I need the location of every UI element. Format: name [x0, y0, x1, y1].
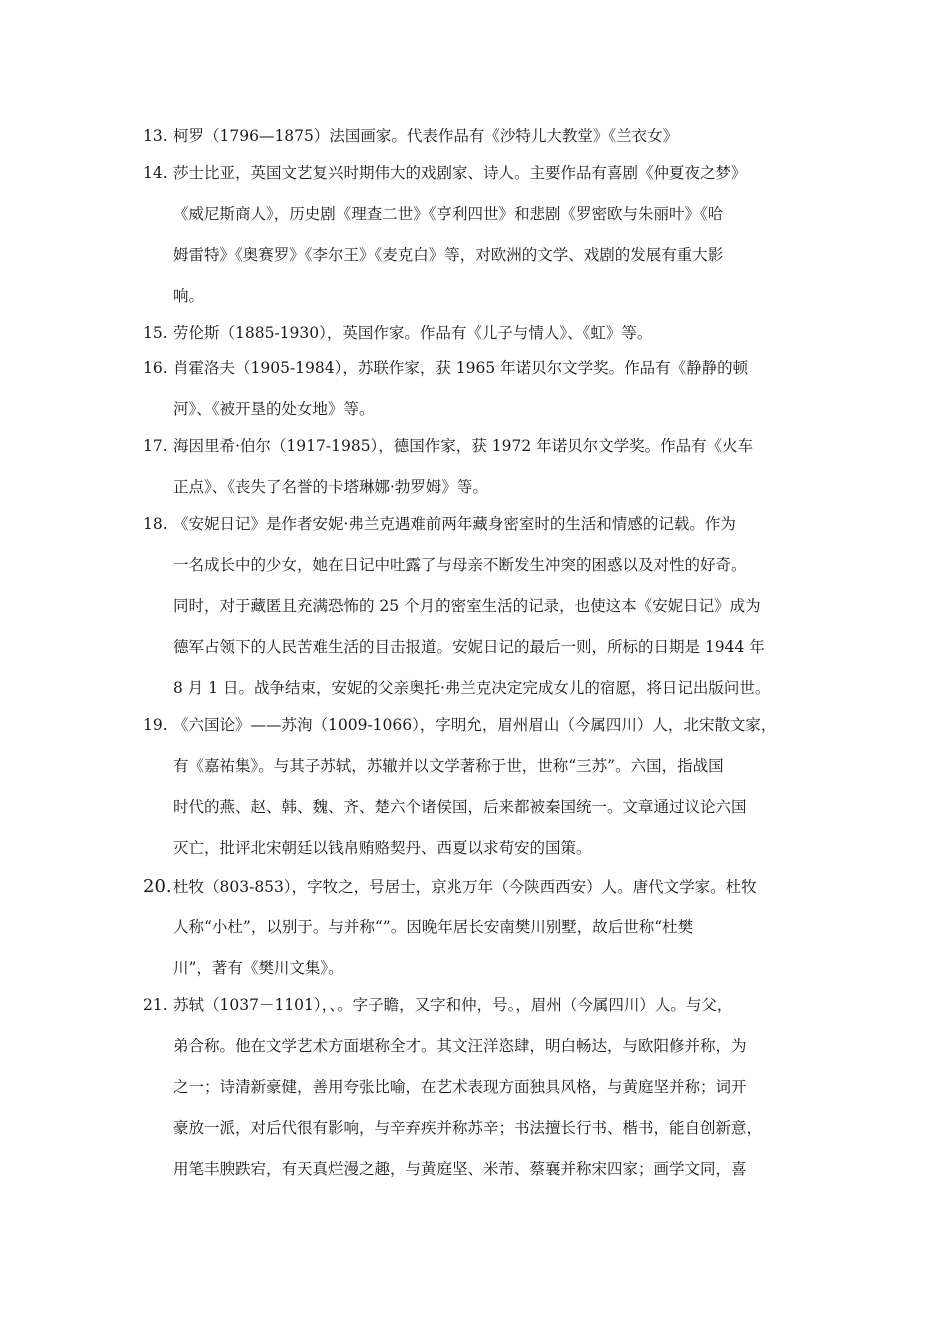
- item-text: 人称“小杜”，以别于。与并称“”。因晚年居长安南樊川别墅，故后世称“杜樊: [173, 918, 694, 936]
- item-number: 16.: [143, 359, 168, 377]
- item-text: 灭亡，批评北宋朝廷以钱帛贿赂契丹、西夏以求苟安的国策。: [173, 839, 592, 857]
- item-number: 19.: [143, 716, 168, 734]
- item-number: 18.: [143, 515, 168, 533]
- item-text: 之一；诗清新豪健，善用夸张比喻，在艺术表现方面独具风格，与黄庭坚并称；词开: [173, 1078, 747, 1096]
- item-text: 豪放一派，对后代很有影响，与辛弃疾并称苏辛；书法擅长行书、楷书，能自创新意，: [173, 1119, 763, 1137]
- item-text: 柯罗（1796—1875）法国画家。代表作品有《沙特儿大教堂》《兰衣女》: [173, 127, 679, 145]
- item-number: 13.: [143, 127, 168, 145]
- item-text: 一名成长中的少女，她在日记中吐露了与母亲不断发生冲突的困惑以及对性的好奇。: [173, 556, 747, 574]
- item-text: 时代的燕、赵、韩、魏、齐、楚六个诸侯国，后来都被秦国统一。文章通过议论六国: [173, 798, 747, 816]
- item-text: 《六国论》——苏洵（1009-1066），字明允，眉州眉山（今属四川）人，北宋散文家，: [173, 716, 777, 734]
- item-text: 用笔丰腴跌宕，有天真烂漫之趣，与黄庭坚、米芾、蔡襄并称宋四家；画学文同，喜: [173, 1160, 747, 1178]
- item-text: 川”，著有《樊川文集》。: [173, 959, 344, 977]
- item-text: 同时，对于藏匿且充满恐怖的 25 个月的密室生活的记录，也使这本《安妮日记》成为: [173, 597, 761, 615]
- item-text: 《安妮日记》是作者安妮·弗兰克遇难前两年藏身密室时的生活和情感的记载。作为: [173, 515, 736, 533]
- item-text: 8 月 1 日。战争结束，安妮的父亲奥托·弗兰克决定完成女儿的宿愿，将日记出版问世。: [173, 679, 771, 697]
- item-number: 14.: [143, 164, 168, 182]
- item-text: 杜牧（803-853），字牧之，号居士，京兆万年（今陕西西安）人。唐代文学家。杜牧: [173, 878, 757, 896]
- item-text: 有《嘉祐集》。与其子苏轼，苏辙并以文学著称于世，世称“三苏”。六国，指战国: [173, 757, 724, 775]
- item-text: 劳伦斯（1885-1930），英国作家。作品有《儿子与情人》、《虹》等。: [173, 324, 653, 342]
- item-text: 河》、《被开垦的处女地》等。: [173, 400, 375, 418]
- item-text: 弟合称。他在文学艺术方面堪称全才。其文汪洋恣肆，明白畅达，与欧阳修并称，为: [173, 1037, 747, 1055]
- item-text: 响。: [173, 287, 205, 305]
- item-text: 苏轼（1037－1101），、。字子瞻，又字和仲，号。，眉州（今属四川）人。与父，: [173, 996, 733, 1014]
- item-text: 德军占领下的人民苦难生活的目击报道。安妮日记的最后一则，所标的日期是 1944 年: [173, 638, 765, 656]
- item-text: 《威尼斯商人》，历史剧《理查二世》《亨利四世》和悲剧《罗密欧与朱丽叶》《哈: [173, 205, 724, 223]
- item-number: 20.: [143, 876, 172, 897]
- item-text: 正点》、《丧失了名誉的卡塔琳娜·勃罗姆》等。: [173, 478, 488, 496]
- item-number: 15.: [143, 324, 168, 342]
- item-number: 21.: [143, 996, 168, 1014]
- item-text: 肖霍洛夫（1905-1984），苏联作家，获 1965 年诺贝尔文学奖。作品有《静静的顿: [173, 359, 749, 377]
- item-text: 海因里希·伯尔（1917-1985），德国作家，获 1972 年诺贝尔文学奖。作品有《火车: [173, 437, 754, 455]
- item-number: 17.: [143, 437, 168, 455]
- item-text: 莎士比亚，英国文艺复兴时期伟大的戏剧家、诗人。主要作品有喜剧《仲夏夜之梦》: [173, 164, 747, 182]
- item-text: 姆雷特》《奥赛罗》《李尔王》《麦克白》等，对欧洲的文学、戏剧的发展有重大影: [173, 246, 724, 264]
